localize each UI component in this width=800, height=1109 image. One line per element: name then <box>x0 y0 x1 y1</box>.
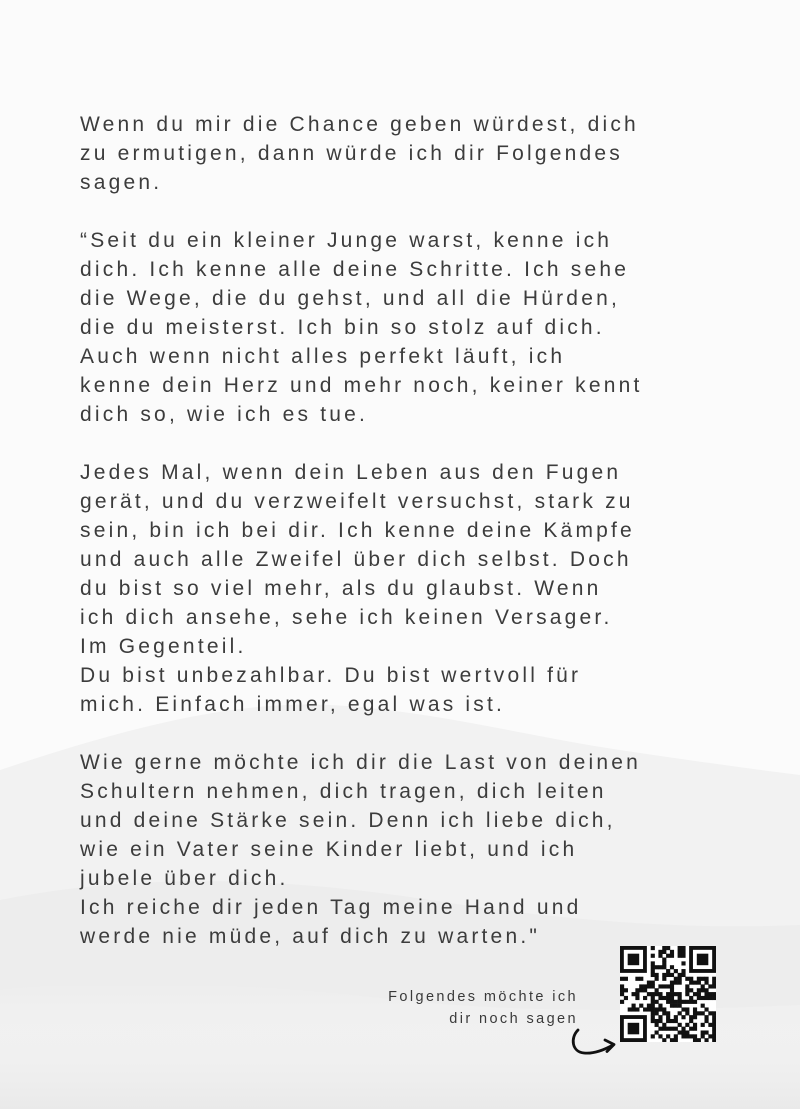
text-line: Wenn du mir die Chance geben würdest, dich <box>80 113 639 136</box>
text-line: die Wege, die du gehst, und all die Hürden, <box>80 287 620 310</box>
qr-code[interactable] <box>620 946 716 1042</box>
text-line: Wie gerne möchte ich dir die Last von deinen <box>80 751 642 774</box>
qr-code-icon <box>620 946 716 1042</box>
text-line: dich. Ich kenne alle deine Schritte. Ich sehe <box>80 258 630 281</box>
text-line: Im Gegenteil. <box>80 635 247 658</box>
text-line: du bist so viel mehr, als du glaubst. Wenn <box>80 577 602 600</box>
cta-line: dir noch sagen <box>449 1011 578 1027</box>
paragraph-2 <box>80 458 760 719</box>
text-line: “Seit du ein kleiner Junge warst, kenne ich <box>80 229 613 252</box>
text-line: ich dich ansehe, sehe ich keinen Versager. <box>80 606 613 629</box>
paragraph-3 <box>80 748 760 951</box>
text-line: kenne dein Herz und mehr noch, keiner kennt <box>80 374 643 397</box>
qr-call-to-action <box>388 986 578 1030</box>
text-line: Jedes Mal, wenn dein Leben aus den Fugen <box>80 461 622 484</box>
text-line: werde nie müde, auf dich zu warten." <box>80 925 541 948</box>
text-line: Du bist unbezahlbar. Du bist wertvoll für <box>80 664 582 687</box>
text-line: Ich reiche dir jeden Tag meine Hand und <box>80 896 582 919</box>
text-line: Schultern nehmen, dich tragen, dich leiten <box>80 780 607 803</box>
text-line: zu ermutigen, dann würde ich dir Folgendes <box>80 142 623 165</box>
text-line: sein, bin ich bei dir. Ich kenne deine Kämpfe <box>80 519 635 542</box>
text-line: jubele über dich. <box>80 867 289 890</box>
text-line: gerät, und du verzweifelt versuchst, stark zu <box>80 490 634 513</box>
paragraph-1 <box>80 226 760 429</box>
cta-line: Folgendes möchte ich <box>388 989 578 1005</box>
text-line: die du meisterst. Ich bin so stolz auf dich. <box>80 316 605 339</box>
text-line: und auch alle Zweifel über dich selbst. Doch <box>80 548 632 571</box>
text-line: dich so, wie ich es tue. <box>80 403 369 426</box>
curved-arrow-icon <box>566 1026 620 1066</box>
text-line: sagen. <box>80 171 163 194</box>
paragraph-intro <box>80 110 760 197</box>
text-line: mich. Einfach immer, egal was ist. <box>80 693 506 716</box>
text-line: und deine Stärke sein. Denn ich liebe dich, <box>80 809 616 832</box>
letter-body <box>80 110 760 951</box>
text-line: Auch wenn nicht alles perfekt läuft, ich <box>80 345 566 368</box>
text-line: wie ein Vater seine Kinder liebt, und ich <box>80 838 578 861</box>
